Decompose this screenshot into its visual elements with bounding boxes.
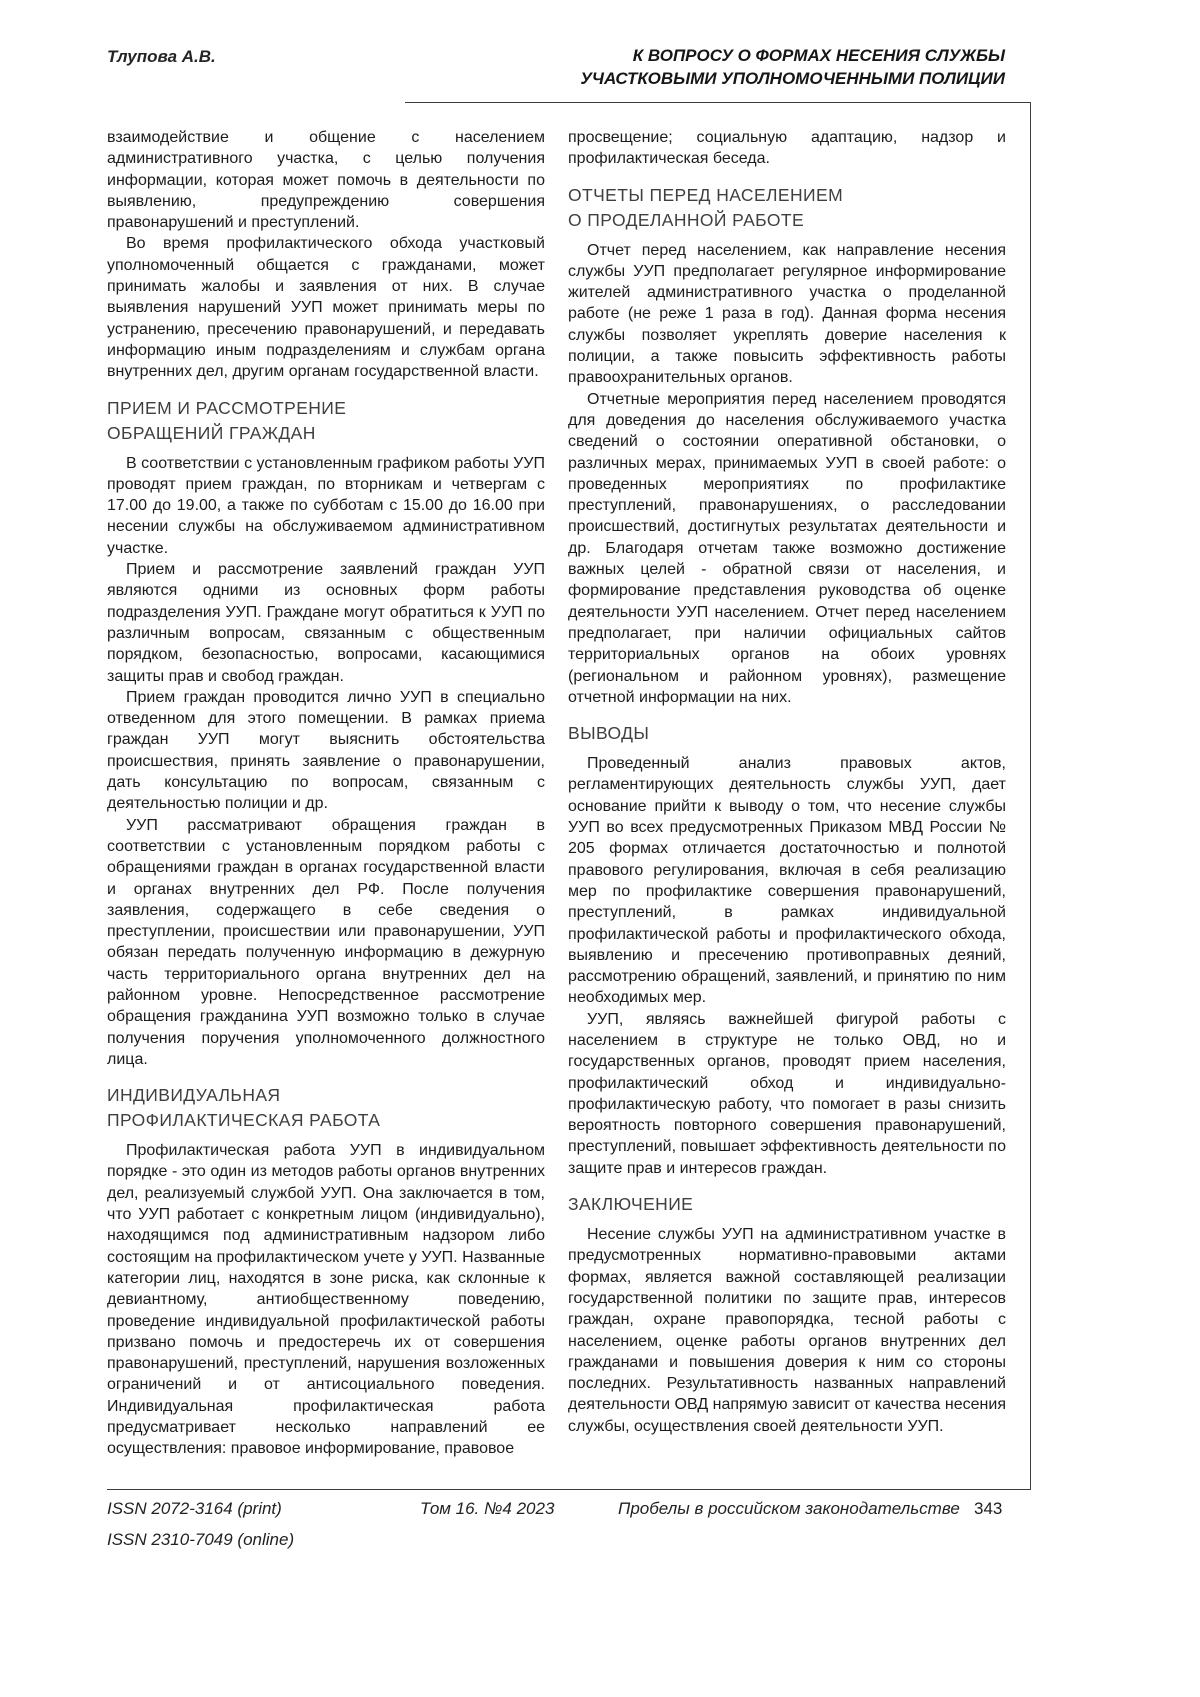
paragraph: просвещение; социальную адаптацию, надзор и профилактическая беседа. [568,129,1006,168]
paragraph: В соответствии с установленным графиком работы УУП проводят прием граждан, по вторникам и четвергам с 17.00 до 19.00, а также по субботам с 15.00 до 16.00 при несении службы на обслуживаемом административном участке. [107,454,545,557]
paragraph: Проведенный анализ правовых актов, регламентирующих деятельность службы УУП, дает основание прийти к выводу о том, что несение службы УУП во всех предусмотренных Приказом МВД России № 205 формах отличается достаточностью и полнотой правового регулирования, включая в себя реализацию мер по профилактике совершения правонарушений, преступлений, в рамках индивидуальной профилактической работы и профилактического обхода, выявлению и пресечению противоправных деяний, рассмотрению обращений, заявлений, и принятию по ним необходимых мер. [568,755,1006,1007]
page-number: 343 [974,1499,1003,1518]
author-name: Тлупова А.В. [107,47,216,66]
journal-name: Пробелы в российском законодательстве [618,1499,960,1518]
section-heading-public-reports: ОТЧЕТЫ ПЕРЕД НАСЕЛЕНИЕМ О ПРОДЕЛАННОЙ РАБОТЕ [568,184,844,230]
issn-online: ISSN 2310-7049 (online) [107,1530,295,1549]
article-title: К ВОПРОСУ О ФОРМАХ НЕСЕНИЯ СЛУЖБЫ УЧАСТКОВЫМИ УПОЛНОМОЧЕННЫМИ ПОЛИЦИИ [580,46,1005,88]
section-heading-findings: ВЫВОДЫ [568,723,650,744]
volume-issue: Том 16. №4 2023 [420,1499,555,1518]
header-rule [405,102,1030,103]
paragraph: УУП, являясь важнейшей фигурой работы с населением в структуре не только ОВД, но и государственных органов, проводят прием населения, профилактический обход и индивидуально-профилактическую работу, что помогает в разы снизить вероятность повторного совершения правонарушений, преступлений, повышает эффективность деятельности по защите прав и интересов граждан. [568,1010,1006,1177]
article-body [107,127,1006,1460]
paragraph: Отчетные мероприятия перед населением проводятся для доведения до населения обслуживаемого участка сведений о состоянии оперативной обстановки, о различных мерах, принимаемых УУП в своей работе: о проведенных мероприятиях по профилактике преступлений, правонарушениях, о расследовании происшествий, достигнутых результатах деятельности и др. Благодаря отчетам также возможно достижение важных целей - обратной связи от населения, и формирование представления руководства об оценке деятельности УУП населением. Отчет перед населением предполагает, при наличии официальных сайтов территориальных органов на обоих уровнях (региональном и районном уровнях), размещение отчетной информации на них. [568,390,1006,706]
left-column [107,127,545,1460]
paragraph: Несение службы УУП на административном участке в предусмотренных нормативно-правовыми актами формах, является важной составляющей реализации государственной политики по защите прав, интересов граждан, охране правопорядка, тесной работы с населением, оценке работы органов внутренних дел гражданами и повышения доверия к ним со стороны последних. Результативность названных направлений деятельности ОВД напрямую зависит от качества несения службы, осуществления своей деятельности УУП. [568,1226,1006,1435]
footer-rule [107,1489,1031,1490]
paragraph: Прием и рассмотрение заявлений граждан УУП являются одними из основных форм работы подразделения УУП. Граждане могут обратиться к УУП по различным вопросам, связанным с общественным порядком, безопасностью, вопросами, касающимися защиты прав и свобод граждан. [107,561,545,685]
section-heading-conclusion: ЗАКЛЮЧЕНИЕ [568,1194,694,1215]
paragraph: УУП рассматривают обращения граждан в соответствии с установленным порядком работы с обращениями граждан в органах государственной власти и органах внутренних дел РФ. После получения заявления, содержащего в себе сведения о преступлении, происшествии или правонарушении, УУП обязан передать полученную информацию в дежурную часть территориального органа внутренних дел на районном уровне. Непосредственное рассмотрение обращения гражданина УУП возможно только в случае получения поручения уполномоченного должностного лица. [107,816,545,1068]
section-heading-reception: ПРИЕМ И РАССМОТРЕНИЕ ОБРАЩЕНИЙ ГРАЖДАН [107,397,347,443]
right-vertical-rule [1030,102,1031,1489]
section-heading-individual-work: ИНДИВИДУАЛЬНАЯ ПРОФИЛАКТИЧЕСКАЯ РАБОТА [107,1085,381,1131]
issn-print: ISSN 2072-3164 (print) [107,1499,282,1518]
right-column [568,127,1006,1437]
paragraph: Во время профилактического обхода участковый уполномоченный общается с гражданами, может принимать жалобы и заявления от них. В случае выявления нарушений УУП может принимать меры по устранению, пресечению правонарушений, и передавать информацию иным подразделениям и службам органа внутренних дел, другим органам государственной власти. [107,235,545,381]
paragraph: взаимодействие и общение с населением административного участка, с целью получения информации, которая может помочь в деятельности по выявлению, предупреждению совершения правонарушений и преступлений. [107,129,545,232]
paragraph: Отчет перед населением, как направление несения службы УУП предполагает регулярное информирование жителей административного участка о проделанной работе (не реже 1 раза в год). Данная форма несения службы позволяет укреплять доверие населения к полиции, а также повысить эффективность работы правоохранительных органов. [568,241,1006,387]
paragraph: Прием граждан проводится лично УУП в специально отведенном для этого помещении. В рамках приема граждан УУП могут выяснить обстоятельства происшествия, принять заявление о правонарушении, дать консультацию по вопросам, связанным с деятельностью полиции и др. [107,688,545,813]
paragraph: Профилактическая работа УУП в индивидуальном порядке - это один из методов работы органов внутренних дел, реализуемый службой УУП. Она заключается в том, что УУП работает с конкретным лицом (индивидуально), находящимся под административным надзором либо состоящим на профилактическом учете у УУП. Названные категории лиц, находятся в зоне риска, как склонные к девиантному, антиобщественному поведению, проведение индивидуальной профилактической работы призвано помочь и предостеречь их от совершения правонарушений, преступлений, нарушения возложенных ограничений и от антисоциального поведения. Индивидуальная профилактическая работа предусматривает несколько направлений ее осуществления: правовое информирование, правовое [107,1142,545,1458]
